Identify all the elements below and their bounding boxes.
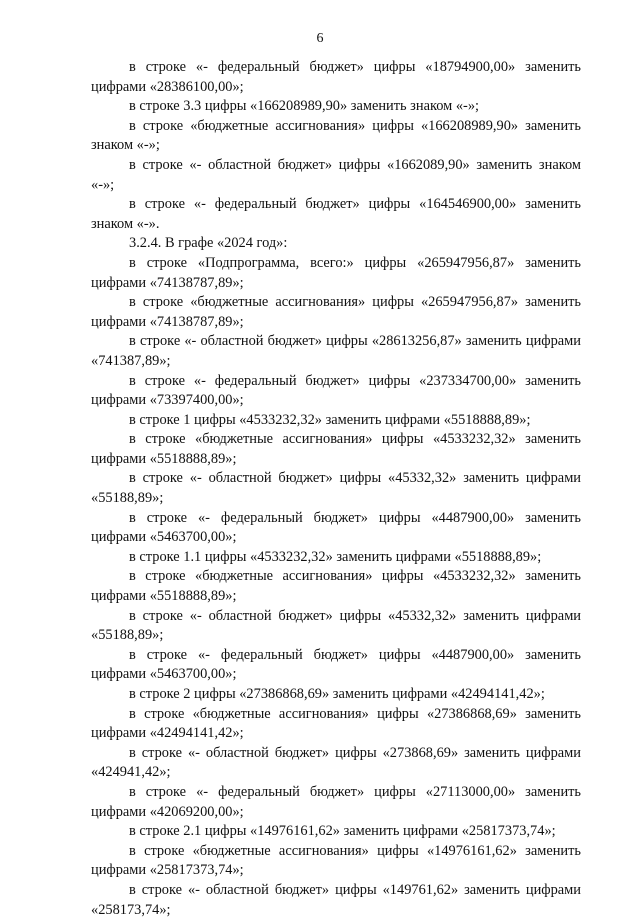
paragraph: в строке «- федеральный бюджет» цифры «27113000,00» заменить цифрами «42069200,00»; bbox=[91, 783, 581, 820]
document-body bbox=[91, 58, 581, 920]
section-heading: 3.2.4. В графе «2024 год»: bbox=[129, 235, 288, 252]
paragraph: в строке «- областной бюджет» цифры «273868,69» заменить цифрами «424941,42»; bbox=[91, 744, 581, 781]
paragraph: в строке 1 цифры «4533232,32» заменить цифрами «5518888,89»; bbox=[129, 411, 531, 428]
paragraph: в строке «бюджетные ассигнования» цифры «27386868,69» заменить цифрами «42494141,42»; bbox=[91, 705, 581, 742]
paragraph: в строке 3.3 цифры «166208989,90» заменить знаком «-»; bbox=[129, 98, 480, 115]
paragraph: в строке 2.1 цифры «14976161,62» заменить цифрами «25817373,74»; bbox=[129, 823, 556, 840]
paragraph: в строке «бюджетные ассигнования» цифры «265947956,87» заменить цифрами «74138787,89»; bbox=[91, 294, 581, 330]
paragraph: в строке 2 цифры «27386868,69» заменить цифрами «42494141,42»; bbox=[129, 686, 545, 702]
paragraph: в строке «- федеральный бюджет» цифры «4487900,00» заменить цифрами «5463700,00»; bbox=[91, 646, 581, 683]
paragraph: в строке 1.1 цифры «4533232,32» заменить цифрами «5518888,89»; bbox=[129, 548, 542, 565]
paragraph: в строке «бюджетные ассигнования» цифры «166208989,90» заменить знаком «-»; bbox=[91, 117, 581, 154]
paragraph: в строке «- областной бюджет» цифры «28613256,87» заменить цифрами «741387,89»; bbox=[91, 333, 581, 369]
paragraph: в строке «бюджетные ассигнования» цифры «4533232,32» заменить цифрами «5518888,89»; bbox=[91, 568, 581, 605]
paragraph: в строке «- областной бюджет» цифры «1662089,90» заменить знаком «-»; bbox=[91, 156, 581, 193]
page-number: 6 bbox=[316, 31, 324, 46]
paragraph: в строке «Подпрограмма, всего:» цифры «265947956,87» заменить цифрами «74138787,89»; bbox=[91, 254, 581, 291]
paragraph: в строке «- федеральный бюджет» цифры «164546900,00» заменить знаком «-». bbox=[91, 196, 581, 232]
paragraph: в строке «- областной бюджет» цифры «45332,32» заменить цифрами «55188,89»; bbox=[91, 607, 581, 644]
paragraph: в строке «бюджетные ассигнования» цифры «14976161,62» заменить цифрами «25817373,74»; bbox=[91, 842, 581, 879]
paragraph: в строке «- федеральный бюджет» цифры «237334700,00» заменить цифрами «73397400,00»; bbox=[91, 372, 581, 409]
paragraph: в строке «бюджетные ассигнования» цифры «4533232,32» заменить цифрами «5518888,89»; bbox=[91, 431, 581, 467]
paragraph: в строке «- федеральный бюджет» цифры «4487900,00» заменить цифрами «5463700,00»; bbox=[91, 509, 581, 546]
paragraph: в строке «- областной бюджет» цифры «149761,62» заменить цифрами «258173,74»; bbox=[91, 881, 581, 918]
paragraph: в строке «- федеральный бюджет» цифры «18794900,00» заменить цифрами «28386100,00»; bbox=[91, 59, 581, 95]
paragraph: в строке «- областной бюджет» цифры «45332,32» заменить цифрами «55188,89»; bbox=[91, 470, 581, 507]
